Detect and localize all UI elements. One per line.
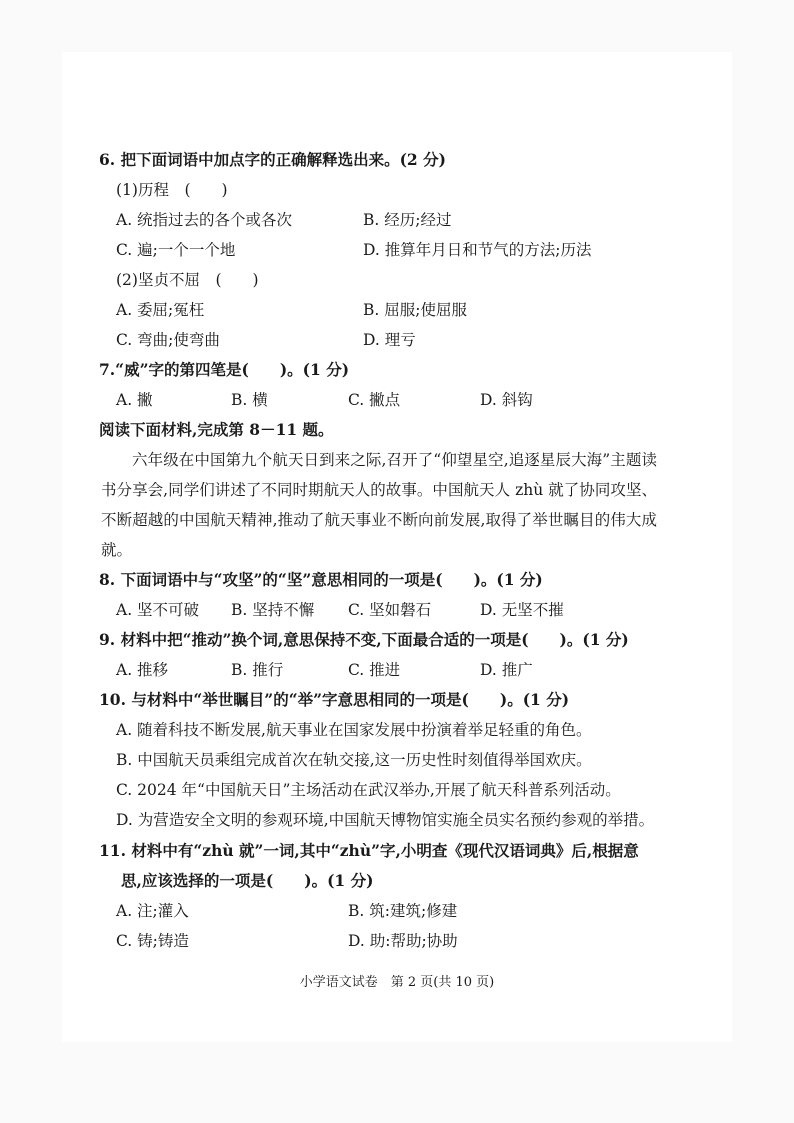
q8-option-a: A. 坚不可破	[116, 601, 200, 619]
q9-option-b: B. 推行	[231, 661, 284, 679]
q7-stem: 7.“威”字的第四笔是( )。(1 分)	[99, 360, 350, 379]
q8-option-c: C. 坚如磐石	[348, 601, 432, 619]
q10-option-c: C. 2024 年“中国航天日”主场活动在武汉举办,开展了航天科普系列活动。	[116, 781, 621, 799]
q11-option-d: D. 助:帮助;协助	[348, 932, 458, 950]
q6-sub1-option-b: B. 经历;经过	[363, 211, 452, 229]
q9-option-a: A. 推移	[116, 661, 169, 679]
q6-stem: 6. 把下面词语中加点字的正确解释选出来。(2 分)	[99, 150, 446, 169]
q10-option-b: B. 中国航天员乘组完成首次在轨交接,这一历史性时刻值得举国欢庆。	[116, 751, 592, 769]
q7-option-b: B. 横	[231, 391, 268, 409]
q10-stem: 10. 与材料中“举世瞩目”的“举”字意思相同的一项是( )。(1 分)	[99, 690, 570, 709]
q6-sub1-option-d: D. 推算年月日和节气的方法;历法	[363, 241, 592, 259]
q9-option-c: C. 推进	[348, 661, 401, 679]
page-footer: 小学语文试卷 第 2 页(共 10 页)	[299, 975, 495, 990]
q6-sub1-label: (1)历程 ( )	[116, 181, 228, 199]
q7-option-c: C. 撇点	[348, 391, 401, 409]
q6-sub2-option-b: B. 屈服;使屈服	[363, 301, 467, 319]
q6-sub2-label: (2)坚贞不屈 ( )	[116, 271, 259, 289]
q6-sub2-option-a: A. 委屈;冤枉	[116, 301, 205, 319]
q11-stem-line2: 思,应该选择的一项是( )。(1 分)	[121, 871, 374, 890]
q6-sub2-option-d: D. 理亏	[363, 331, 416, 349]
q8-option-b: B. 坚持不懈	[231, 601, 315, 619]
q8-option-d: D. 无坚不摧	[480, 601, 564, 619]
q7-option-d: D. 斜钩	[480, 391, 533, 409]
q6-sub1-option-a: A. 统指过去的各个或各次	[116, 211, 293, 229]
q6-sub2-option-c: C. 弯曲;使弯曲	[116, 331, 220, 349]
q11-option-b: B. 筑:建筑;修建	[348, 902, 458, 920]
q8-stem: 8. 下面词语中与“攻坚”的“坚”意思相同的一项是( )。(1 分)	[99, 570, 543, 589]
q11-option-c: C. 铸;铸造	[116, 932, 189, 950]
reading-intro: 阅读下面材料,完成第 8－11 题。	[99, 420, 334, 439]
q6-sub1-option-c: C. 遍;一个一个地	[116, 241, 236, 259]
reading-passage: 六年级在中国第九个航天日到来之际,召开了“仰望星空,追逐星辰大海”主题读书分享会,同学们讲述了不同时期航天人的故事。中国航天人 zhù 就了协同攻坚、不断超越的中国航天精神,推动了航天事业不断向前发展,取得了举世瞩目的伟大成就。	[101, 451, 657, 559]
q11-option-a: A. 注;灌入	[116, 902, 189, 920]
q7-option-a: A. 撇	[116, 391, 153, 409]
q9-stem: 9. 材料中把“推动”换个词,意思保持不变,下面最合适的一项是( )。(1 分)	[99, 630, 629, 649]
q11-stem-line1: 11. 材料中有“zhù 就”一词,其中“zhù”字,小明查《现代汉语词典》后,根据意	[99, 841, 639, 860]
q9-option-d: D. 推广	[480, 661, 533, 679]
q10-option-a: A. 随着科技不断发展,航天事业在国家发展中扮演着举足轻重的角色。	[116, 721, 592, 739]
q10-option-d: D. 为营造安全文明的参观环境,中国航天博物馆实施全员实名预约参观的举措。	[116, 811, 655, 829]
